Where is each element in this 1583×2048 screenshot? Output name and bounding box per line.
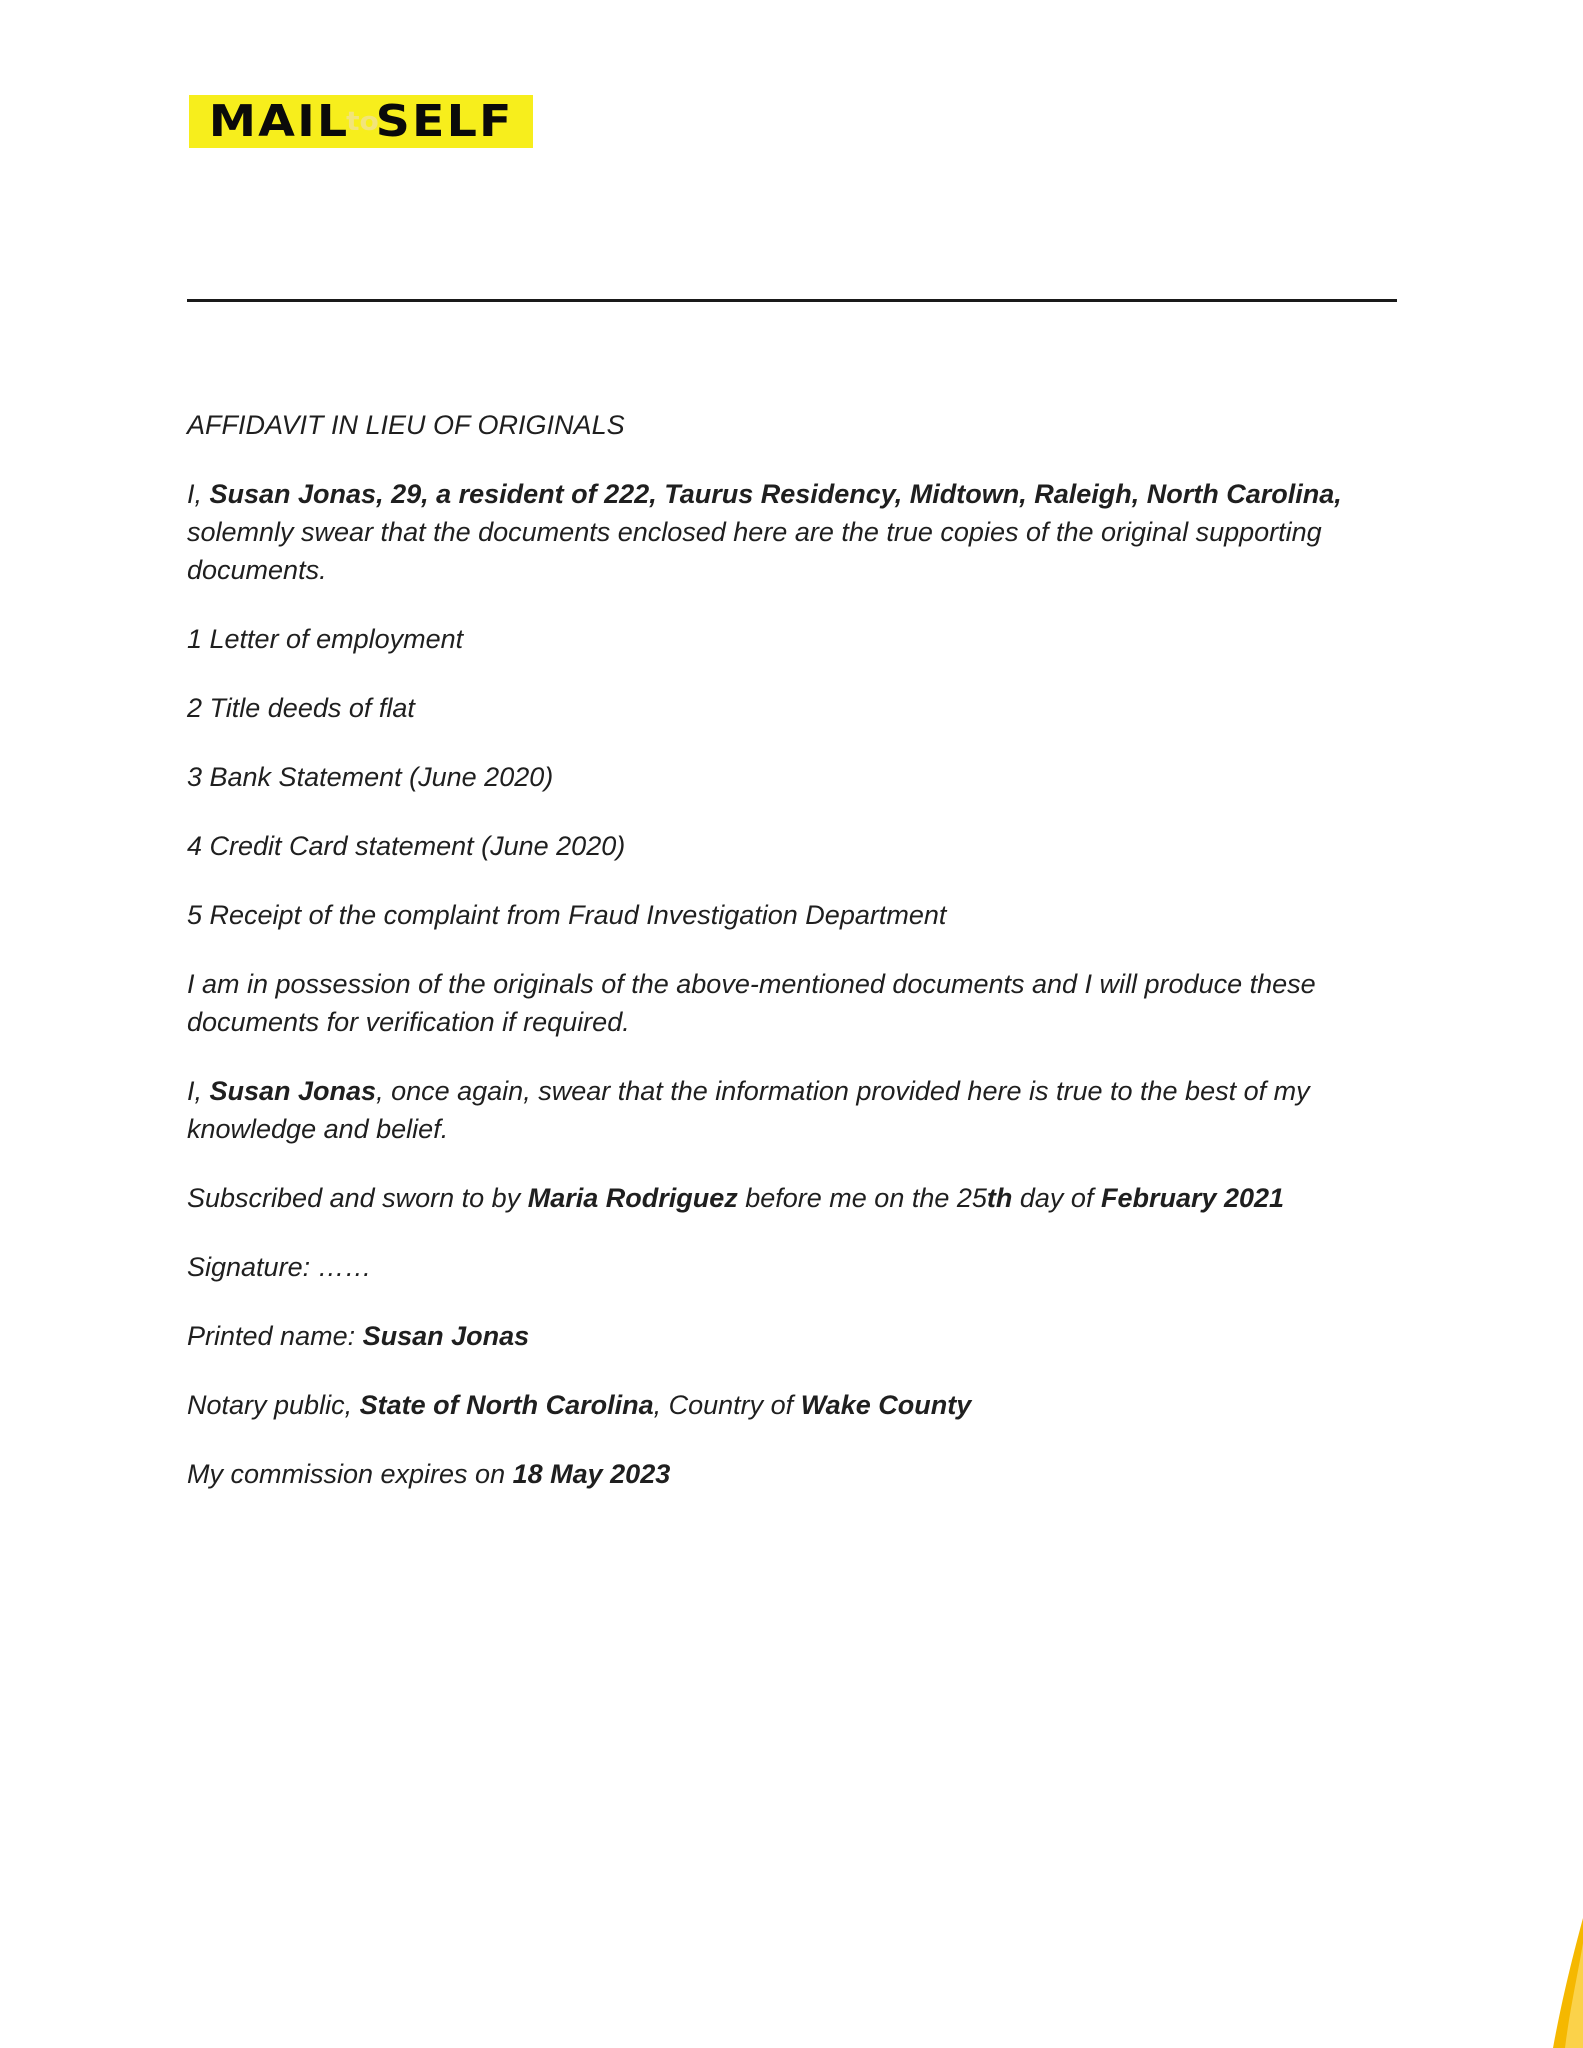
- signature-line: Signature: ……: [187, 1252, 372, 1282]
- printed-name-line: Printed name: Susan Jonas: [187, 1321, 530, 1351]
- list-item: 4 Credit Card statement (June 2020): [187, 831, 626, 861]
- possession-paragraph: I am in possession of the originals of the above-mentioned documents and I will produce these documents for verification if required.: [187, 969, 1316, 1037]
- list-item: 5 Receipt of the complaint from Fraud Investigation Department: [187, 900, 947, 930]
- subscribed-line: Subscribed and sworn to by Maria Rodriguez before me on the 25th day of February 2021: [187, 1183, 1285, 1213]
- commission-date: 18 May 2023: [512, 1459, 671, 1489]
- notary-state: State of North Carolina: [359, 1390, 654, 1420]
- intro-paragraph: I, Susan Jonas, 29, a resident of 222, Taurus Residency, Midtown, Raleigh, North Carolina, solemnly swear that the documents enclosed here are the true copies of the original supporting documents.: [187, 479, 1342, 585]
- subscribed-date: February 2021: [1100, 1183, 1285, 1213]
- logo-text-right: SELF: [375, 95, 514, 147]
- logo-text-left: MAIL: [208, 95, 350, 147]
- affidavit-body: [187, 406, 1402, 1524]
- list-item: 3 Bank Statement (June 2020): [187, 762, 554, 792]
- document-title: AFFIDAVIT IN LIEU OF ORIGINALS: [187, 410, 625, 440]
- subscriber-name: Maria Rodriguez: [527, 1183, 738, 1213]
- notary-line: Notary public, State of North Carolina, Country of Wake County: [187, 1390, 972, 1420]
- corner-accent-shape: [1523, 1898, 1583, 2048]
- printed-name-value: Susan Jonas: [362, 1321, 530, 1351]
- list-item: 2 Title deeds of flat: [187, 693, 415, 723]
- notary-county: Wake County: [800, 1390, 972, 1420]
- oath-paragraph: I, Susan Jonas, once again, swear that the information provided here is true to the best of my knowledge and belief.: [187, 1076, 1310, 1144]
- logo-wordmark: [208, 95, 514, 147]
- header-divider: [187, 299, 1397, 302]
- signature-value: ……: [317, 1252, 372, 1282]
- commission-line: My commission expires on 18 May 2023: [187, 1459, 671, 1489]
- logo-text-middle: to: [345, 106, 379, 137]
- brand-logo: [189, 95, 533, 148]
- list-item: 1 Letter of employment: [187, 624, 464, 654]
- oath-name: Susan Jonas: [209, 1076, 377, 1106]
- declarant-identity: Susan Jonas, 29, a resident of 222, Taurus Residency, Midtown, Raleigh, North Carolina,: [209, 479, 1342, 509]
